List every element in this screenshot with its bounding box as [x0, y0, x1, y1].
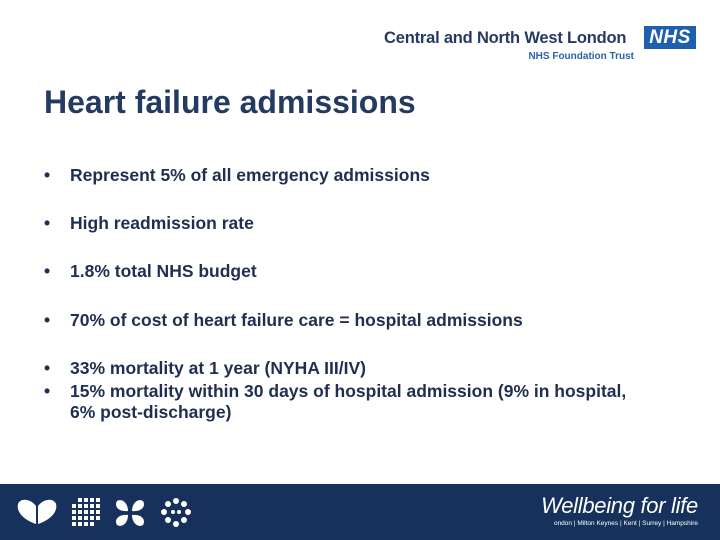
trust-logo	[384, 24, 696, 64]
slide-title: Heart failure admissions	[44, 84, 416, 120]
nhs-badge: NHS	[644, 26, 696, 49]
footer-bar	[0, 484, 720, 540]
bullet-item	[44, 358, 366, 379]
bullet-item	[44, 310, 523, 331]
bullet-text: High readmission rate	[70, 213, 254, 233]
bullet-dot: •	[44, 261, 51, 281]
org-name: Central and North West London	[384, 29, 627, 47]
bullet-dot: •	[44, 358, 51, 378]
bullet-text: 1.8% total NHS budget	[70, 261, 257, 281]
bullet-dot: •	[44, 165, 51, 185]
ring-flower-icon	[160, 498, 192, 528]
heart-icon	[16, 498, 58, 526]
dots-grid-icon	[68, 498, 102, 528]
footer-locations: ondon | Milton Keynes | Kent | Surrey | Hampshire	[553, 520, 698, 527]
footer-tagline: Wellbeing for life	[541, 493, 698, 518]
bullet-text: Represent 5% of all emergency admissions	[70, 165, 430, 185]
bullet-item	[44, 213, 254, 234]
bullet-dot: •	[44, 213, 51, 233]
bullet-text: 33% mortality at 1 year (NYHA III/IV)	[70, 358, 366, 378]
bullet-text: 15% mortality within 30 days of hospital admission (9% in hospital, 6% post-discharge)	[70, 381, 627, 422]
bullet-text: 70% of cost of heart failure care = hospital admissions	[70, 310, 523, 330]
bullet-item	[44, 165, 430, 186]
org-subtitle: NHS Foundation Trust	[528, 51, 634, 62]
bullet-dot: •	[44, 381, 51, 401]
petals-icon	[114, 498, 146, 528]
bullet-item	[44, 381, 644, 423]
bullet-item	[44, 261, 257, 282]
bullet-dot: •	[44, 310, 51, 330]
